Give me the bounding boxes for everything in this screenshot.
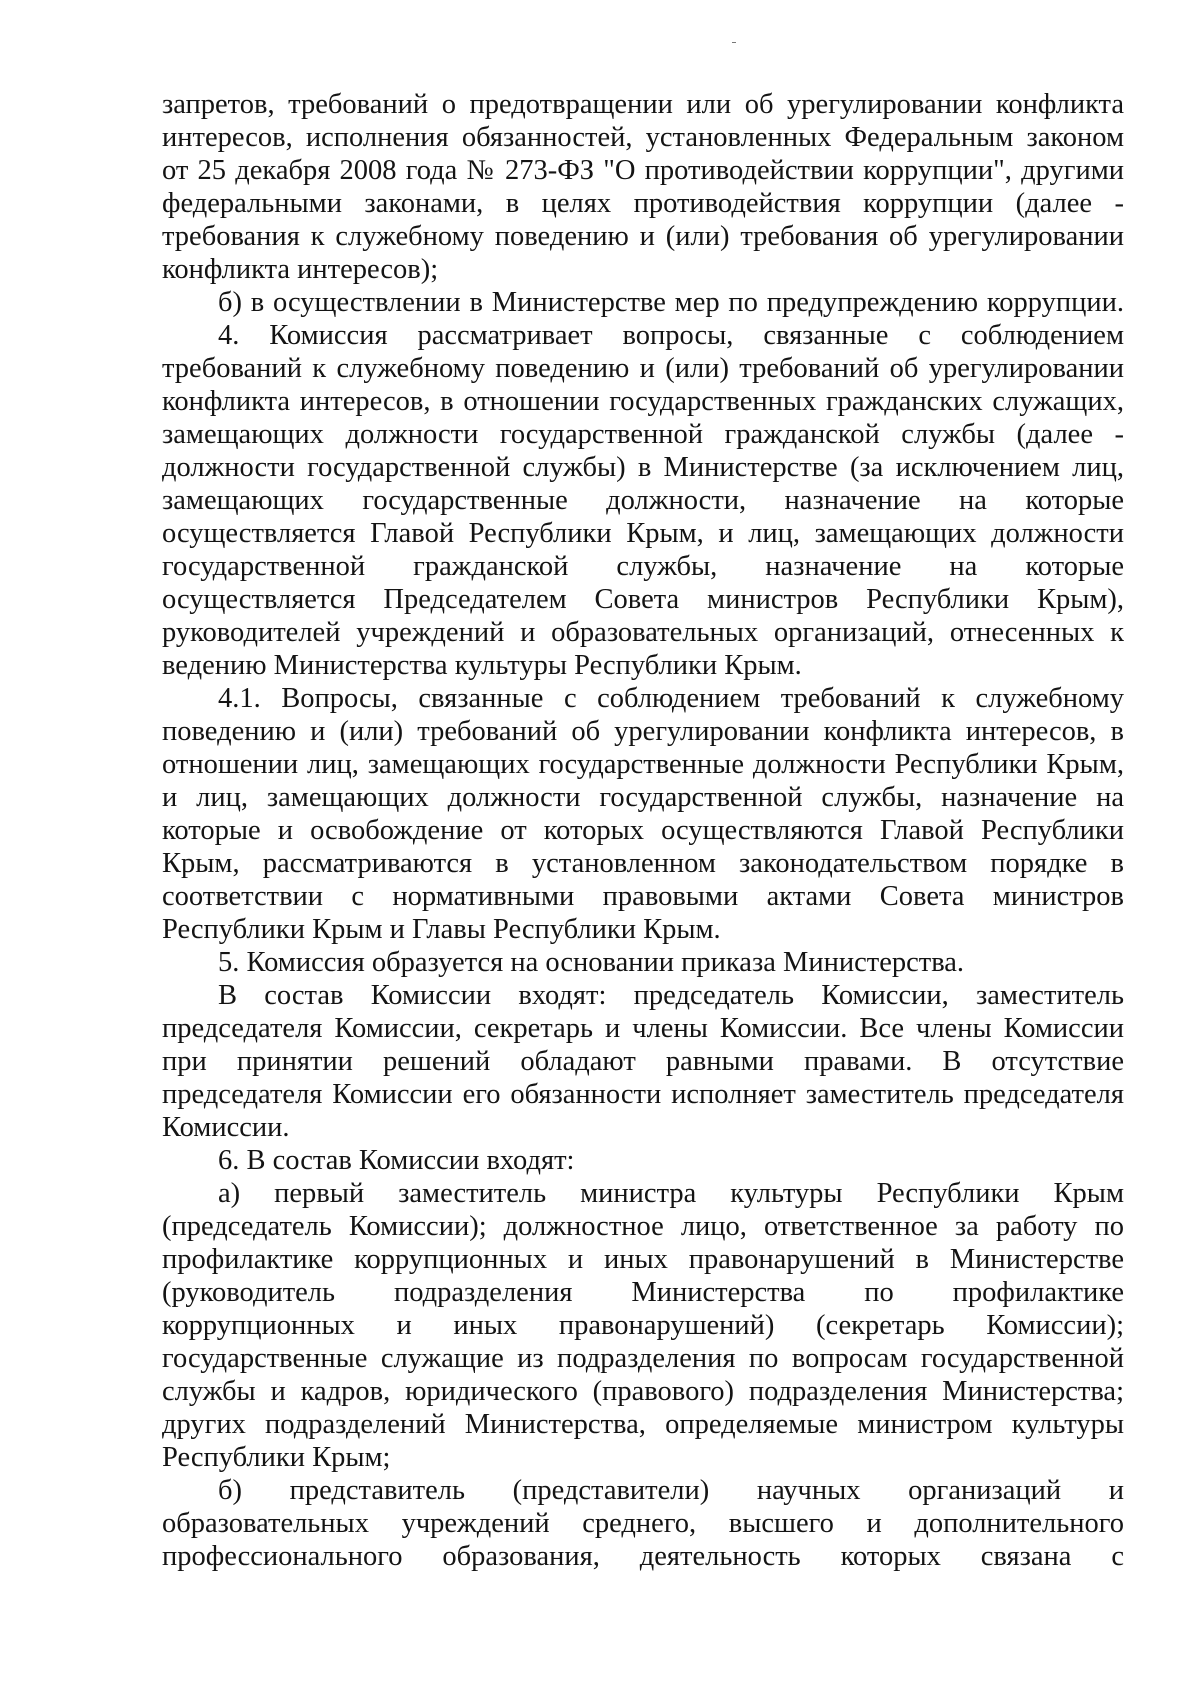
- text-line: службы и кадров, юридического (правового) подразделения Министерства;: [162, 1376, 1124, 1407]
- scan-speck: [732, 42, 736, 43]
- text-line: (руководитель подразделения Министерства по профилактике: [162, 1277, 1124, 1308]
- text-line: запретов, требований о предотвращении или об урегулировании конфликта: [162, 89, 1124, 120]
- text-line: ведению Министерства культуры Республики Крым.: [162, 650, 802, 681]
- text-line: интересов, исполнения обязанностей, установленных Федеральным законом: [162, 122, 1124, 153]
- text-line: от 25 декабря 2008 года № 273-ФЗ "О противодействии коррупции", другими: [162, 155, 1124, 186]
- text-line: профессионального образования, деятельность которых связана с: [162, 1541, 1124, 1572]
- text-line: б) представитель (представители) научных организаций и: [218, 1475, 1124, 1506]
- text-line: 4.1. Вопросы, связанные с соблюдением требований к служебному: [218, 683, 1124, 714]
- text-line: профилактике коррупционных и иных правонарушений в Министерстве: [162, 1244, 1124, 1275]
- text-line: государственные служащие из подразделения по вопросам государственной: [162, 1343, 1124, 1374]
- text-line: председателя Комиссии его обязанности исполняет заместитель председателя: [162, 1079, 1124, 1110]
- document-body: [162, 88, 1124, 1573]
- text-line: конфликта интересов);: [162, 254, 439, 285]
- text-line: образовательных учреждений среднего, высшего и дополнительного: [162, 1508, 1124, 1539]
- text-line: Республики Крым и Главы Республики Крым.: [162, 914, 721, 945]
- text-line: требований к служебному поведению и (или) требований об урегулировании: [162, 353, 1124, 384]
- text-line: коррупционных и иных правонарушений) (секретарь Комиссии);: [162, 1310, 1124, 1341]
- text-line: которые и освобождение от которых осуществляются Главой Республики: [162, 815, 1124, 846]
- text-line: отношении лиц, замещающих государственные должности Республики Крым,: [162, 749, 1124, 780]
- text-line: соответствии с нормативными правовыми актами Совета министров: [162, 881, 1124, 912]
- text-line: других подразделений Министерства, определяемые министром культуры: [162, 1409, 1124, 1440]
- text-line: замещающих должности государственной гражданской службы (далее -: [162, 419, 1124, 450]
- text-line: Комиссии.: [162, 1112, 290, 1143]
- text-line: государственной гражданской службы, назначение на которые: [162, 551, 1124, 582]
- text-line: федеральными законами, в целях противодействия коррупции (далее -: [162, 188, 1124, 219]
- text-line: В состав Комиссии входят: председатель Комиссии, заместитель: [218, 980, 1124, 1011]
- text-line: требования к служебному поведению и (или) требования об урегулировании: [162, 221, 1124, 252]
- text-line: председателя Комиссии, секретарь и члены Комиссии. Все члены Комиссии: [162, 1013, 1124, 1044]
- text-line: 4. Комиссия рассматривает вопросы, связанные с соблюдением: [218, 320, 1124, 351]
- text-line: конфликта интересов, в отношении государственных гражданских служащих,: [162, 386, 1124, 417]
- text-line: поведению и (или) требований об урегулировании конфликта интересов, в: [162, 716, 1124, 747]
- text-line: и лиц, замещающих должности государственной службы, назначение на: [162, 782, 1124, 813]
- text-line: 6. В состав Комиссии входят:: [218, 1145, 575, 1176]
- text-line: должности государственной службы) в Министерстве (за исключением лиц,: [162, 452, 1124, 483]
- text-line: Республики Крым;: [162, 1442, 391, 1473]
- text-line: руководителей учреждений и образовательных организаций, отнесенных к: [162, 617, 1124, 648]
- text-line: а) первый заместитель министра культуры Республики Крым: [218, 1178, 1124, 1209]
- text-line: при принятии решений обладают равными правами. В отсутствие: [162, 1046, 1124, 1077]
- text-line: б) в осуществлении в Министерстве мер по предупреждению коррупции.: [218, 287, 1124, 318]
- text-line: 5. Комиссия образуется на основании приказа Министерства.: [218, 947, 965, 978]
- text-line: осуществляется Председателем Совета министров Республики Крым),: [162, 584, 1124, 615]
- text-line: (председатель Комиссии); должностное лицо, ответственное за работу по: [162, 1211, 1124, 1242]
- text-line: осуществляется Главой Республики Крым, и лиц, замещающих должности: [162, 518, 1124, 549]
- text-line: замещающих государственные должности, назначение на которые: [162, 485, 1124, 516]
- text-line: Крым, рассматриваются в установленном законодательством порядке в: [162, 848, 1124, 879]
